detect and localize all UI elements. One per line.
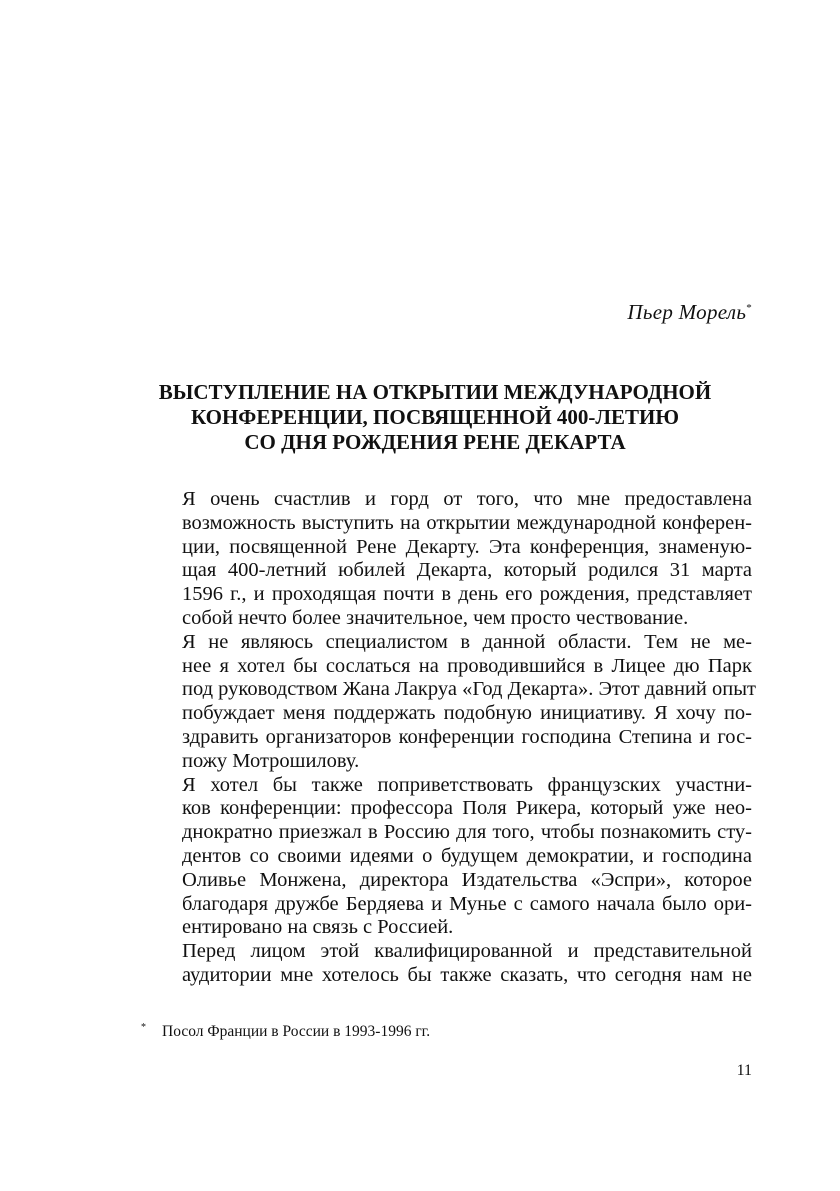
text-line: собой нечто более значительное, чем просто чествование. — [182, 606, 689, 629]
text-line: 1596 г., и проходящая почти в день его рождения, представляет — [182, 583, 752, 606]
text-line: благодаря дружбе Бердяева и Мунье с самого начала было ори- — [182, 892, 752, 915]
text-line: Оливье Монжена, директора Издательства «Эспри», которое — [182, 868, 752, 891]
text-line: ции, посвященной Рене Декарту. Эта конференция, знаменую- — [182, 535, 752, 558]
author-footnote-mark: * — [746, 302, 752, 314]
text-line: возможность выступить на открытии международной конферен- — [182, 511, 752, 534]
paragraph-2 — [138, 630, 756, 774]
footnote-mark: * — [141, 1022, 146, 1033]
text-line: Я очень счастлив и горд от того, что мне предоставлена — [182, 488, 752, 510]
text-line: Перед лицом этой квалифицированной и представительной — [182, 940, 752, 963]
article-title — [130, 380, 740, 455]
title-line: ВЫСТУПЛЕНИЕ НА ОТКРЫТИИ МЕЖДУНАРОДНОЙ — [158, 380, 712, 404]
text-line: днократно приезжал в Россию для того, чтобы познакомить сту- — [182, 821, 752, 844]
author-name — [627, 300, 752, 325]
title-line: СО ДНЯ РОЖДЕНИЯ РЕНЕ ДЕКАРТА — [244, 430, 626, 454]
text-line: Я хотел бы также поприветствовать французских участни- — [182, 773, 752, 796]
author-name-text: Пьер Морель — [627, 300, 747, 324]
footnote — [141, 1022, 430, 1041]
text-line: щая 400-летний юбилей Декарта, который родился 31 марта — [182, 559, 752, 582]
page-number: 11 — [736, 1062, 752, 1079]
text-line: Я не являюсь специалистом в данной области. Тем не ме- — [182, 630, 752, 653]
text-line: под руководством Жана Лакруа «Год Декарта». Этот давний опыт — [182, 678, 756, 701]
paragraph-1 — [138, 488, 752, 631]
text-line: ков конференции: профессора Поля Рикера, который уже нео- — [182, 797, 752, 820]
text-line: ентировано на связь с Россией. — [182, 916, 454, 939]
text-line: дентов со своими идеями о будущем демократии, и господина — [182, 844, 752, 867]
article-body — [138, 488, 756, 988]
text-line: аудитории мне хотелось бы также сказать, что сегодня нам не — [182, 963, 752, 986]
text-line: пожу Мотрошилову. — [182, 749, 360, 772]
title-line: КОНФЕРЕНЦИИ, ПОСВЯЩЕННОЙ 400-ЛЕТИЮ — [190, 405, 680, 429]
text-line: нее я хотел бы сослаться на проводившийся в Лицее дю Парк — [182, 654, 752, 677]
paragraph-3 — [138, 774, 752, 941]
paragraph-4 — [138, 940, 752, 988]
text-line: здравить организаторов конференции господина Степина и гос- — [182, 725, 752, 748]
footnote-text: Посол Франции в России в 1993-1996 гг. — [162, 1023, 431, 1041]
text-line: побуждает меня поддержать подобную инициативу. Я хочу по- — [182, 702, 752, 725]
